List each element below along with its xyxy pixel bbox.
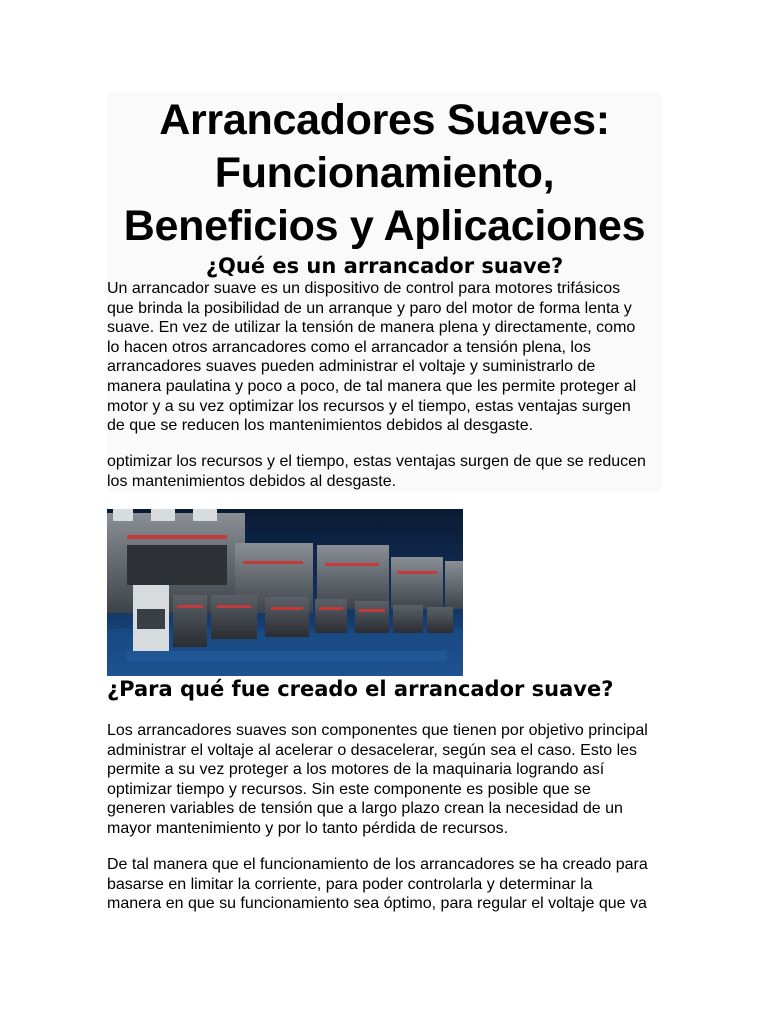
paragraph-definition [107,279,667,436]
text-line: mayor mantenimiento y por lo tanto pérdida de recursos. [107,819,509,837]
title-line: Funcionamiento, [214,149,555,197]
text-line: manera en que su funcionamiento sea óptimo, para regular el voltaje que va [107,895,647,913]
text-line: de que se reducen los mantenimientos debidos al desgaste. [107,417,534,435]
paragraph-purpose [107,721,667,839]
text-line: que brinda la posibilidad de un arranque y paro del motor de forma lenta y [107,299,632,317]
section-heading-purpose: ¿Para qué fue creado el arrancador suave? [107,677,614,701]
text-line: motor y a su vez optimizar los recursos y el tiempo, estas ventajas surgen [107,397,631,415]
paragraph-operation [107,855,667,914]
text-line: los mantenimientos debidos al desgaste. [107,472,397,490]
text-line: Los arrancadores suaves son componentes que tienen por objetivo principal [107,722,648,739]
text-line: optimizar tiempo y recursos. Sin este componente es posible que se [107,780,591,798]
document-title [107,94,662,253]
text-line: generen variables de tensión que a largo plazo crean la necesidad de un [107,800,623,818]
section-heading-what-is: ¿Qué es un arrancador suave? [205,254,564,278]
text-line: De tal manera que el funcionamiento de los arrancadores se ha creado para [107,856,648,873]
text-line: Un arrancador suave es un dispositivo de control para motores trifásicos [107,280,621,297]
text-line: lo hacen otros arrancadores como el arrancador a tensión plena, los [107,338,591,356]
text-line: permite a su vez proteger a los motores de la maquinaria logrando así [107,761,605,779]
text-line: basarse en limitar la corriente, para poder controlarla y determinar la [107,875,593,893]
paragraph-repeated [107,452,667,491]
soft-starters-photo [107,509,463,676]
text-line: arrancadores suaves pueden administrar el voltaje y suministrarlo de [107,358,596,376]
title-line: Beneficios y Aplicaciones [123,202,646,250]
text-line: optimizar los recursos y el tiempo, estas ventajas surgen de que se reducen [107,453,646,470]
text-line: suave. En vez de utilizar la tensión de manera plena y directamente, como [107,319,636,337]
title-line: Arrancadores Suaves: [159,96,610,144]
text-line: manera paulatina y poco a poco, de tal manera que les permite proteger al [107,377,637,395]
text-line: administrar el voltaje al acelerar o desacelerar, según sea el caso. Esto les [107,741,638,759]
